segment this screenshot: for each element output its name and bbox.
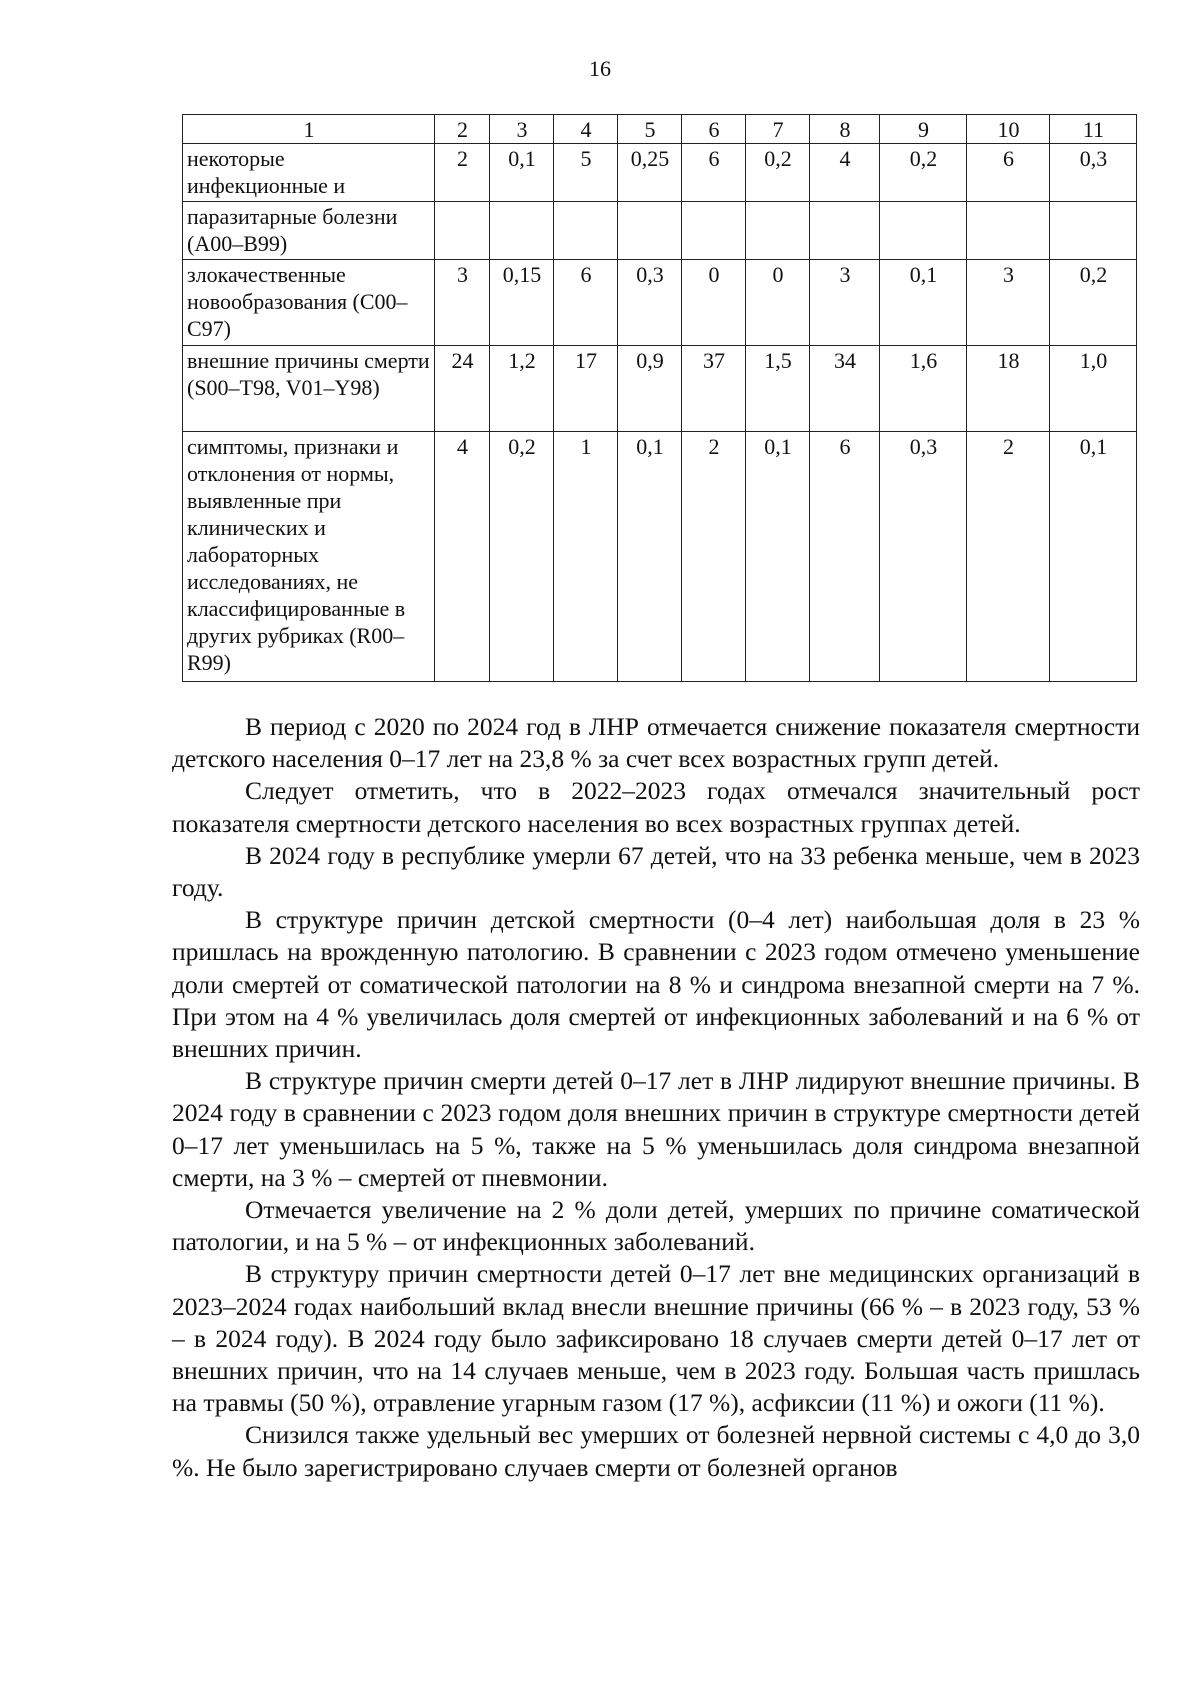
row-label: некоторые инфекционные и <box>183 144 435 202</box>
table-cell: 34 <box>810 346 880 432</box>
table-cell: 0,3 <box>880 432 967 682</box>
paragraph: В структуру причин смертности детей 0–17 лет вне медицинских организаций в 2023–2024 годах наибольший вклад внесли внешние причины (66 % – в 2023 году, 53 % – в 2024 году). В 2024 году было зафиксировано 18 случаев смерти детей 0–17 лет от внешних причин, что на 14 случаев меньше, чем в 2023 году. Большая часть пришлась на травмы (50 %), отравление угарным газом (17 %), асфиксии (11 %) и ожоги (11 %). <box>172 1259 1140 1418</box>
table-cell <box>746 202 810 260</box>
table-cell: 17 <box>554 346 618 432</box>
table-cell <box>618 202 682 260</box>
table-cell: 0,3 <box>618 260 682 346</box>
table-cell: 5 <box>554 144 618 202</box>
mortality-table <box>182 114 1137 682</box>
row-label: симптомы, признаки и отклонения от нормы, выявленные при клинических и лабораторных исследованиях, не классифицированные в других рубриках (R00–R99) <box>183 432 435 682</box>
table-cell: 2 <box>682 432 746 682</box>
table-cell: 1,0 <box>1050 346 1137 432</box>
column-header: 4 <box>554 115 618 144</box>
table-cell <box>810 202 880 260</box>
table-cell: 0,2 <box>746 144 810 202</box>
paragraph: Отмечается увеличение на 2 % доли детей, умерших по причине соматической патологии, и на 5 % – от инфекционных заболеваний. <box>172 1195 1140 1257</box>
table-cell: 0 <box>746 260 810 346</box>
table-cell: 0,2 <box>880 144 967 202</box>
table-row <box>183 202 1137 260</box>
row-label: злокачественные новообразования (C00–C97) <box>183 260 435 346</box>
table-cell: 2 <box>435 144 490 202</box>
table-row <box>183 346 1137 432</box>
row-label: внешние причины смерти (S00–T98, V01–Y98) <box>183 346 435 432</box>
table-cell <box>682 202 746 260</box>
table-cell: 1,5 <box>746 346 810 432</box>
table-cell: 0,1 <box>746 432 810 682</box>
table-row <box>183 432 1137 682</box>
table-cell: 0,3 <box>1050 144 1137 202</box>
column-header: 8 <box>810 115 880 144</box>
table-cell <box>490 202 554 260</box>
table-cell: 0,15 <box>490 260 554 346</box>
table-header-row <box>183 115 1137 144</box>
paragraph: В структуре причин детской смертности (0–4 лет) наибольшая доля в 23 % пришлась на врожденную патологию. В сравнении с 2023 годом отмечено уменьшение доли смертей от соматической патологии на 8 % и синдрома внезапной смерти на 7 %. При этом на 4 % увеличилась доля смертей от инфекционных заболеваний и на 6 % от внешних причин. <box>172 905 1140 1064</box>
body-text <box>172 711 1140 1484</box>
table-cell: 0,1 <box>490 144 554 202</box>
table-cell: 0,2 <box>490 432 554 682</box>
table-cell: 1,6 <box>880 346 967 432</box>
column-header: 1 <box>183 115 435 144</box>
table-cell: 0,2 <box>1050 260 1137 346</box>
table-cell: 2 <box>967 432 1050 682</box>
column-header: 5 <box>618 115 682 144</box>
table-cell: 3 <box>435 260 490 346</box>
column-header: 7 <box>746 115 810 144</box>
table-cell: 6 <box>967 144 1050 202</box>
page-number: 16 <box>589 56 611 81</box>
table-cell: 0,25 <box>618 144 682 202</box>
table-cell: 1 <box>554 432 618 682</box>
table-cell: 6 <box>682 144 746 202</box>
table-cell <box>554 202 618 260</box>
table-cell: 6 <box>810 432 880 682</box>
column-header: 11 <box>1050 115 1137 144</box>
table-body <box>183 115 1137 682</box>
table-cell: 1,2 <box>490 346 554 432</box>
paragraph: В период с 2020 по 2024 год в ЛНР отмечается снижение показателя смертности детского населения 0–17 лет на 23,8 % за счет всех возрастных групп детей. <box>172 712 1140 774</box>
table-cell: 24 <box>435 346 490 432</box>
table-cell: 0,1 <box>618 432 682 682</box>
table-row <box>183 260 1137 346</box>
column-header: 6 <box>682 115 746 144</box>
column-header: 9 <box>880 115 967 144</box>
paragraph: Следует отметить, что в 2022–2023 годах отмечался значительный рост показателя смертности детского населения во всех возрастных группах детей. <box>172 776 1140 838</box>
table-cell: 4 <box>435 432 490 682</box>
column-header: 2 <box>435 115 490 144</box>
paragraph: В структуре причин смерти детей 0–17 лет в ЛНР лидируют внешние причины. В 2024 году в сравнении с 2023 годом доля внешних причин в структуре смертности детей 0–17 лет уменьшилась на 5 %, также на 5 % уменьшилась доля синдрома внезапной смерти, на 3 % – смертей от пневмонии. <box>172 1066 1140 1192</box>
table-cell: 0,1 <box>1050 432 1137 682</box>
table-cell: 4 <box>810 144 880 202</box>
table-cell <box>880 202 967 260</box>
table-cell: 3 <box>810 260 880 346</box>
table-cell: 6 <box>554 260 618 346</box>
table-cell: 0 <box>682 260 746 346</box>
table-row <box>183 144 1137 202</box>
table-cell: 0,1 <box>880 260 967 346</box>
paragraph: Снизился также удельный вес умерших от болезней нервной системы с 4,0 до 3,0 %. Не было зарегистрировано случаев смерти от болезней органов <box>172 1420 1140 1482</box>
table-cell: 18 <box>967 346 1050 432</box>
paragraph: В 2024 году в республике умерли 67 детей, что на 33 ребенка меньше, чем в 2023 году. <box>172 840 1140 903</box>
table-cell <box>435 202 490 260</box>
table-cell: 3 <box>967 260 1050 346</box>
row-label: паразитарные болезни (A00–B99) <box>183 202 435 260</box>
column-header: 10 <box>967 115 1050 144</box>
table-cell: 0,9 <box>618 346 682 432</box>
table-cell: 37 <box>682 346 746 432</box>
table-cell <box>967 202 1050 260</box>
column-header: 3 <box>490 115 554 144</box>
table-cell <box>1050 202 1137 260</box>
